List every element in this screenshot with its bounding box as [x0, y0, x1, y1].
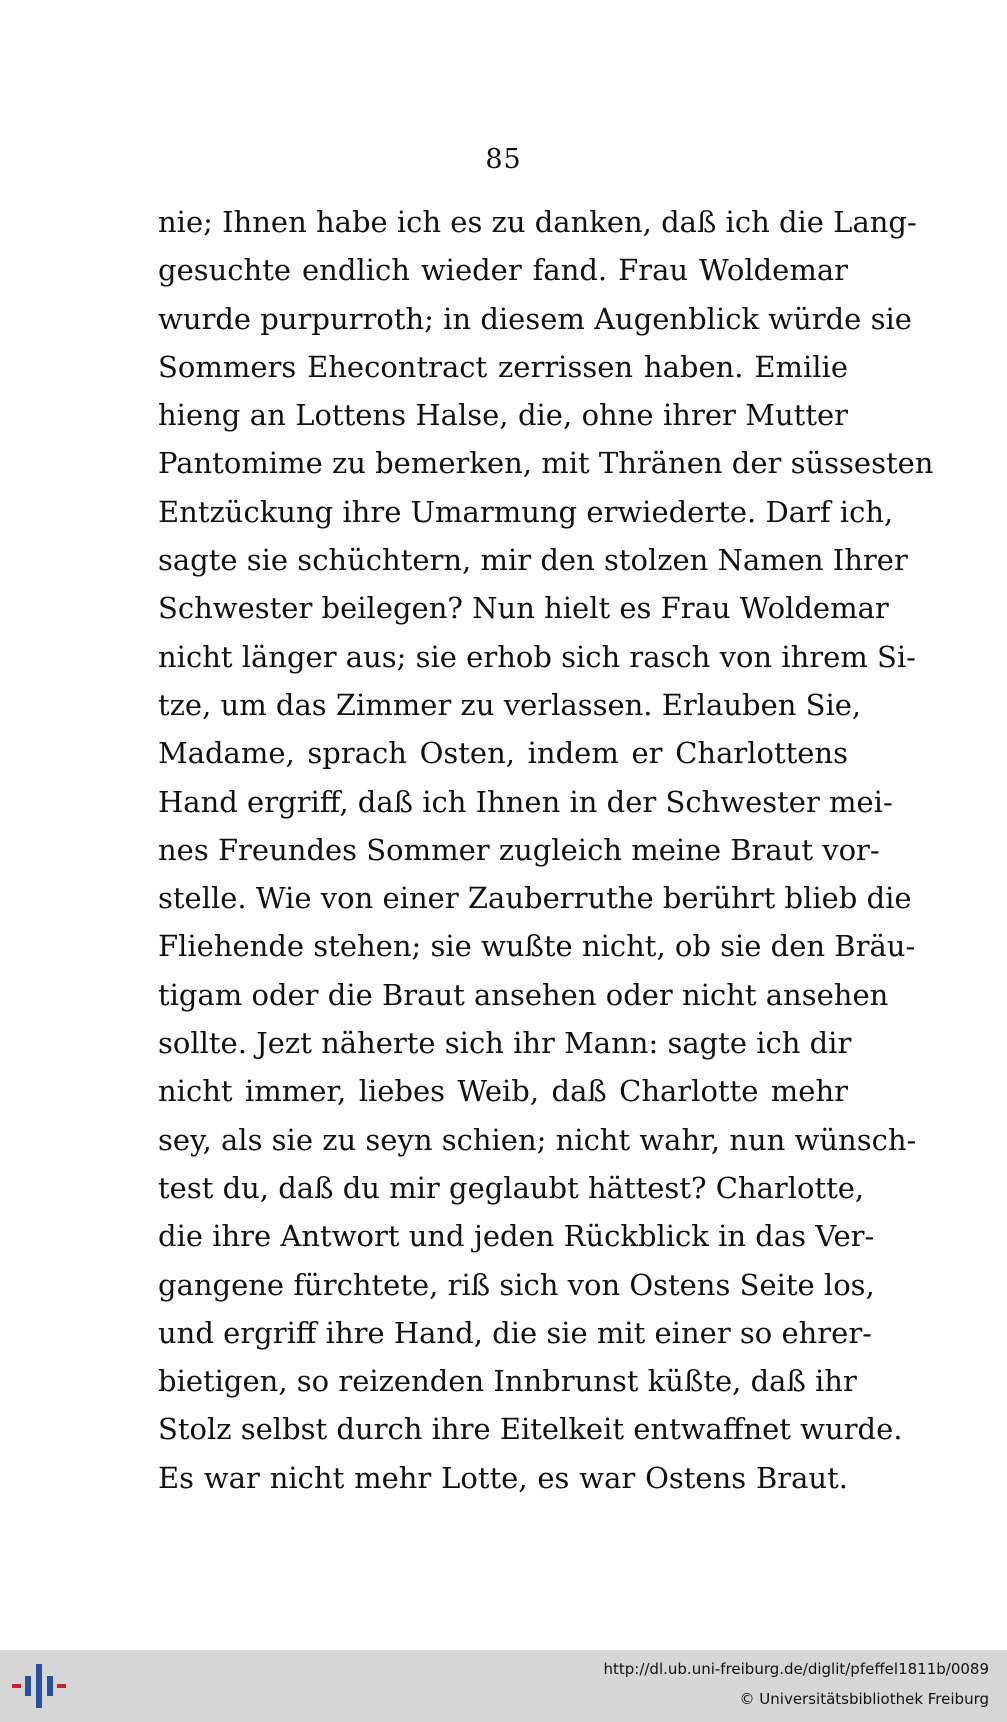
page-number: 85	[485, 144, 522, 175]
logo-blue-bar	[47, 1676, 53, 1696]
source-url[interactable]: http://dl.ub.uni-freiburg.de/diglit/pfeffel1811b/0089	[603, 1660, 989, 1678]
text-line: nicht immer, liebes Weib, daß Charlotte mehr	[158, 1074, 848, 1109]
text-line: sollte. Jezt näherte sich ihr Mann: sagte ich dir	[158, 1026, 852, 1061]
text-line: bietigen, so reizenden Innbrunst küßte, daß ihr	[158, 1364, 857, 1399]
text-line: tigam oder die Braut ansehen oder nicht ansehen	[158, 977, 889, 1012]
text-line: sagte sie schüchtern, mir den stolzen Namen Ihrer	[158, 543, 908, 578]
text-line: Madame, sprach Osten, indem er Charlottens	[158, 736, 848, 771]
text-line: Stolz selbst durch ihre Eitelkeit entwaffnet wurde.	[158, 1412, 903, 1447]
text-line: Schwester beilegen? Nun hielt es Frau Woldemar	[158, 591, 889, 626]
text-line: und ergriff ihre Hand, die sie mit einer so ehrer-	[158, 1315, 872, 1350]
body-text	[158, 198, 934, 1502]
text-line: nes Freundes Sommer zugleich meine Braut vor-	[158, 832, 880, 867]
text-line: nicht länger aus; sie erhob sich rasch von ihrem Si-	[158, 639, 916, 674]
footer-bar	[0, 1650, 1007, 1722]
text-line: nie; Ihnen habe ich es zu danken, daß ich die Lang-	[158, 205, 917, 239]
text-line: sey, als sie zu seyn schien; nicht wahr, nun wünsch-	[158, 1122, 917, 1157]
logo-blue-bar	[25, 1676, 31, 1696]
logo-red-dash	[57, 1684, 66, 1688]
ub-freiburg-logo-icon	[12, 1660, 66, 1712]
text-line: test du, daß du mir geglaubt hättest? Charlotte,	[158, 1170, 865, 1205]
text-line: die ihre Antwort und jeden Rückblick in das Ver-	[158, 1219, 875, 1254]
copyright-notice: © Universitätsbibliothek Freiburg	[739, 1690, 989, 1708]
text-line: Es war nicht mehr Lotte, es war Ostens Braut.	[158, 1460, 848, 1495]
text-line: Sommers Ehecontract zerrissen haben. Emilie	[158, 349, 848, 384]
text-line: gangene fürchtete, riß sich von Ostens Seite los,	[158, 1267, 875, 1302]
logo-red-dash	[12, 1684, 21, 1688]
text-line: Entzückung ihre Umarmung erwiederte. Darf ich,	[158, 494, 894, 529]
text-line: stelle. Wie von einer Zauberruthe berührt blieb die	[158, 881, 912, 916]
text-line: wurde purpurroth; in diesem Augenblick würde sie	[158, 301, 912, 336]
text-line: Pantomime zu bemerken, mit Thränen der süssesten	[158, 446, 934, 481]
text-line: tze, um das Zimmer zu verlassen. Erlauben Sie,	[158, 687, 862, 722]
text-line: Hand ergriff, daß ich Ihnen in der Schwester mei-	[158, 784, 893, 819]
text-line: Fliehende stehen; sie wußte nicht, ob sie den Bräu-	[158, 929, 916, 964]
text-line: hieng an Lottens Halse, die, ohne ihrer Mutter	[158, 398, 848, 433]
logo-blue-tall-bar	[36, 1664, 42, 1708]
text-line: gesuchte endlich wieder fand. Frau Woldemar	[158, 253, 848, 288]
